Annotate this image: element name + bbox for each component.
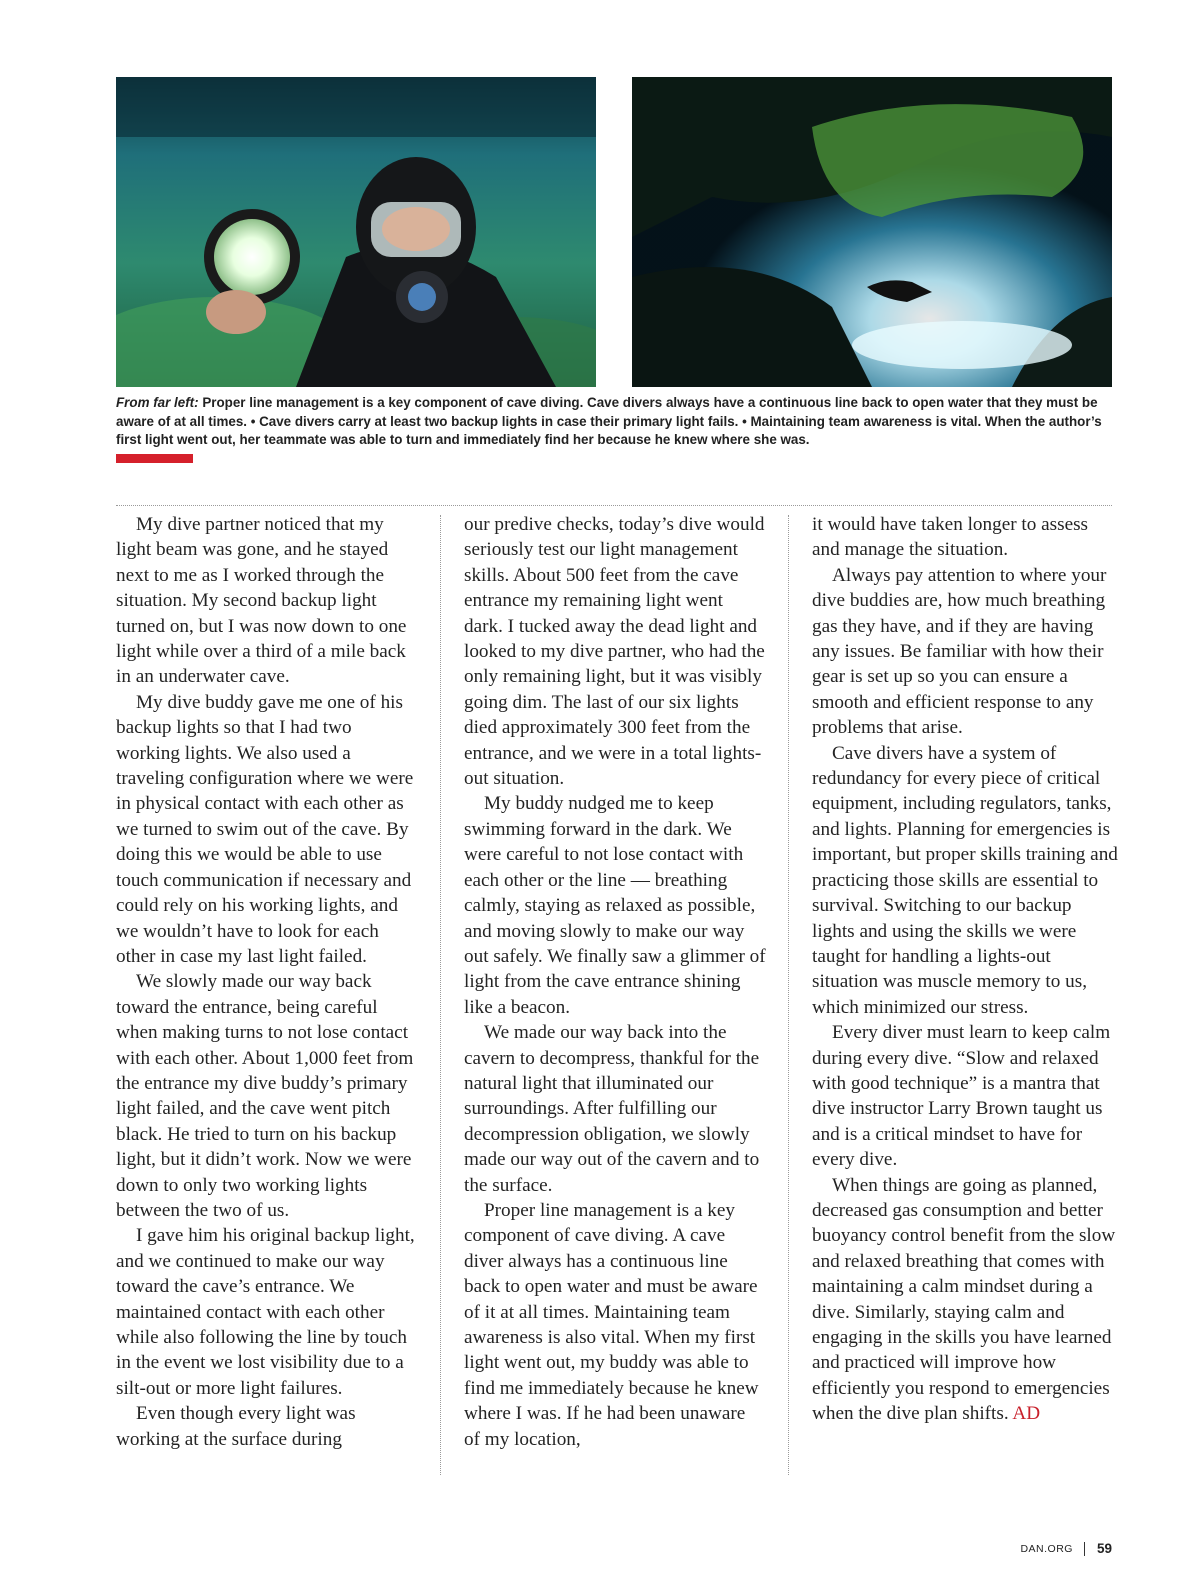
photo-cave-diver — [632, 77, 1112, 387]
paragraph: I gave him his original backup light, and we continued to make our way toward the cave’s entrance. We maintained contact with each other while also following the line by touch in the event we lost visibility due to a silt-out or more light failures. — [116, 1225, 415, 1399]
page-number: 59 — [1096, 1541, 1112, 1556]
paragraph: My dive partner noticed that my light beam was gone, and he stayed next to me as I worked through the situation. My second backup light turned on, but I was now down to one light while over a third of a mile back in an underwater cave. — [116, 514, 407, 688]
paragraph: our predive checks, today’s dive would seriously test our light management skills. About 500 feet from the cave entrance my remaining light went dark. I tucked away the dead light and looked to my dive partner, who had the only remaining light, but it was visibly going dim. The last of our six lights died approximately 300 feet from the entrance, and we were in a total lights-out situation. — [464, 514, 765, 790]
article-column-3 — [812, 512, 1118, 1427]
paragraph: My buddy nudged me to keep swimming forward in the dark. We were careful to not lose contact with each other or the line — breathing calmly, staying as relaxed as possible, and moving slowly to make our way out safely. We finally saw a glimmer of light from the cave entrance shining like a beacon. — [464, 793, 766, 1018]
paragraph: My dive buddy gave me one of his backup lights so that I had two working lights. We also used a traveling configuration where we were in physical contact with each other as we turned to swim out of the cave. By doing this we would be able to use touch communication if necessary and could rely on his working lights, and we wouldn’t have to look for each other in case my last light failed. — [116, 691, 414, 967]
accent-rule — [116, 454, 193, 463]
end-mark: AD — [1012, 1403, 1041, 1425]
article-column-1 — [116, 512, 418, 1452]
caption-text: Proper line management is a key component of cave diving. Cave divers always have a continuous line back to open water that they must be aware of at all times. • Cave divers carry at least two backup lights in case their primary light fails. • Maintaining team awareness is vital. When the author’s first light went out, her teammate was able to turn and immediately find her because he knew where she was. — [116, 395, 1102, 447]
paragraph: We slowly made our way back toward the entrance, being careful when making turns to not lose contact with each other. About 1,000 feet from the entrance my dive buddy’s primary light failed, and the cave went pitch black. He tried to turn on his backup light, but it didn’t work. Now we were down to only two working lights between the two of us. — [116, 971, 414, 1221]
paragraph-final — [812, 1173, 1118, 1427]
footer-separator — [1084, 1542, 1085, 1556]
paragraph: it would have taken longer to assess and manage the situation. — [812, 514, 1089, 561]
paragraph: Every diver must learn to keep calm during every dive. “Slow and relaxed with good technique” is a mantra that dive instructor Larry Brown taught us and is a critical mindset to have for every dive. — [812, 1022, 1111, 1171]
caption-lead: From far left: — [116, 395, 199, 410]
paragraph: We made our way back into the cavern to decompress, thankful for the natural light that illuminated our surroundings. After fulfilling our decompression obligation, we slowly made our way out of the cavern and to the surface. — [464, 1022, 760, 1196]
section-divider — [116, 505, 1112, 506]
paragraph: Cave divers have a system of redundancy for every piece of critical equipment, including regulators, tanks, and lights. Planning for emergencies is important, but proper skills training and practicing those skills are essential to survival. Switching to our backup lights and using the skills we were taught for handling a lights-out situation was muscle memory to us, which minimized our stress. — [812, 742, 1118, 1018]
footer-site: DAN.ORG — [1020, 1542, 1073, 1555]
photo-diver-with-light — [116, 77, 596, 387]
paragraph: Even though every light was working at the surface during — [116, 1403, 356, 1450]
article-column-2 — [464, 512, 766, 1452]
paragraph-text: When things are going as planned, decreased gas consumption and better buoyancy control benefit from the slow and relaxed breathing that comes with maintaining a calm mindset during a dive. Similarly, staying calm and engaging in the skills you have learned and practiced will improve how efficiently you respond to emergencies when the dive plan shifts. — [812, 1174, 1116, 1425]
paragraph: Proper line management is a key component of cave diving. A cave diver always has a continuous line back to open water and must be aware of it at all times. Maintaining team awareness is also vital. When my first light went out, my buddy was able to find me immediately because he knew where I was. If he had been unaware of my location, — [464, 1199, 759, 1450]
column-divider — [440, 515, 441, 1475]
photo-caption — [116, 394, 1106, 450]
paragraph: Always pay attention to where your dive buddies are, how much breathing gas they have, and if they are having any issues. Be familiar with how their gear is set up so you can ensure a smooth and efficient response to any problems that arise. — [812, 564, 1107, 739]
page-footer — [1020, 1541, 1112, 1556]
column-divider — [788, 515, 789, 1475]
